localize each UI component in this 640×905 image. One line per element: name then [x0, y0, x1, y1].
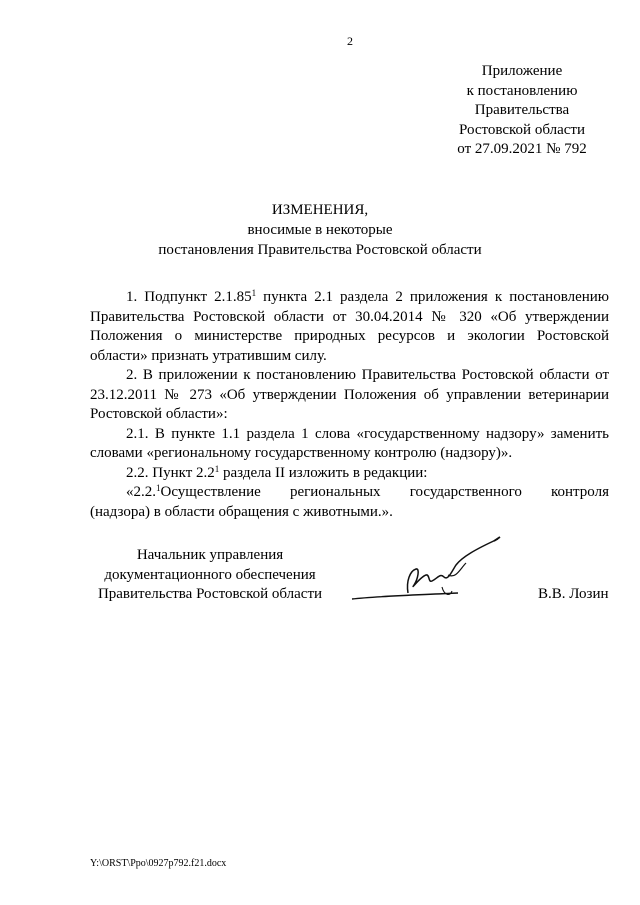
title-subheading: вносимые в некоторые	[247, 222, 393, 238]
document-body	[90, 288, 609, 522]
appendix-line: Ростовской области	[459, 121, 585, 138]
position-line: документационного обеспечения	[104, 566, 316, 583]
title-heading: ИЗМЕНЕНИЯ,	[271, 202, 369, 218]
quote-line-2: (надзора) в области обращения с животными.».	[90, 503, 393, 520]
quote-line-1	[90, 483, 609, 503]
document-title	[120, 200, 520, 260]
item-2-2-rest: раздела II изложить в редакции:	[219, 464, 428, 481]
position-line: Правительства Ростовской области	[97, 586, 323, 602]
paragraph-item-2: 2. В приложении к постановлению Правительства Ростовской области от 23.12.2011 № 273 «Об утверждении Положения об управлении ветеринарии Ростовской области»:	[90, 367, 609, 422]
appendix-line: от 27.09.2021 № 792	[457, 141, 587, 157]
appendix-line: к постановлению	[466, 82, 578, 99]
appendix-header	[440, 62, 604, 160]
title-subheading: постановления Правительства Ростовской области	[158, 242, 482, 258]
quote-line-1-rest: Осуществление региональных государственного контроля	[160, 484, 609, 500]
item-1-rest: пункта 2.1 раздела 2 приложения к постановлению Правительства Ростовской области от 30.04.2014 № 320 «Об утверждении Положения о министерстве природных ресурсов и экологии Ростовской области» признать утратившим силу.	[90, 289, 609, 364]
position-line: Начальник управления	[136, 547, 284, 563]
file-path: Y:\ORST\Ppo\0927p792.f21.docx	[90, 858, 227, 869]
item-1-sup: 1	[251, 288, 257, 298]
quote-prefix: «2.2.	[126, 484, 156, 500]
signatory-position	[90, 546, 330, 605]
item-2-2-sup: 1	[214, 463, 220, 474]
paragraph-item-2-1: 2.1. В пункте 1.1 раздела 1 слова «государственному надзору» заменить словами «региональному государственному контролю (надзору)».	[90, 425, 609, 461]
handwritten-signature	[348, 535, 508, 605]
paragraph-item-2-2	[90, 464, 609, 484]
item-1-prefix: 1. Подпункт 2.1.85	[126, 289, 252, 305]
page-number: 2	[347, 34, 353, 48]
appendix-line: Приложение	[481, 63, 563, 79]
quote-sup: 1	[156, 483, 161, 493]
paragraph-item-1	[90, 288, 609, 366]
signatory-name: В.В. Лозин	[538, 586, 609, 602]
item-2-2-prefix: 2.2. Пункт 2.2	[126, 464, 215, 481]
appendix-line: Правительства	[474, 102, 570, 118]
